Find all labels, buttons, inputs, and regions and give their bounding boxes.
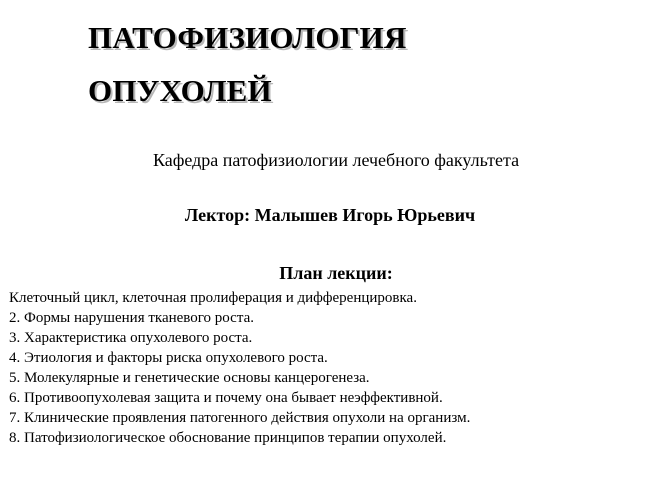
plan-item: 6. Противоопухолевая защита и почему она бывает неэффективной. bbox=[9, 390, 443, 406]
plan-item: 3. Характеристика опухолевого роста. bbox=[9, 330, 253, 346]
lecture-plan-heading: План лекции: bbox=[279, 263, 393, 283]
plan-item: 8. Патофизиологическое обоснование принципов терапии опухолей. bbox=[9, 430, 447, 446]
plan-item: 7. Клинические проявления патогенного действия опухоли на организм. bbox=[9, 410, 471, 426]
slide-title-line-2: ОПУХОЛЕЙ bbox=[88, 73, 272, 108]
slide-title-line-1: ПАТОФИЗИОЛОГИЯ bbox=[88, 20, 407, 55]
plan-item: Клеточный цикл, клеточная пролиферация и дифференцировка. bbox=[9, 290, 417, 306]
plan-item: 4. Этиология и факторы риска опухолевого роста. bbox=[9, 350, 328, 366]
lecturer-name: Лектор: Малышев Игорь Юрьевич bbox=[184, 205, 476, 225]
lecture-plan-list bbox=[9, 288, 470, 448]
plan-item: 5. Молекулярные и генетические основы канцерогенеза. bbox=[9, 370, 370, 386]
plan-item: 2. Формы нарушения тканевого роста. bbox=[9, 310, 254, 326]
department-name: Кафедра патофизиологии лечебного факультета bbox=[152, 150, 520, 170]
